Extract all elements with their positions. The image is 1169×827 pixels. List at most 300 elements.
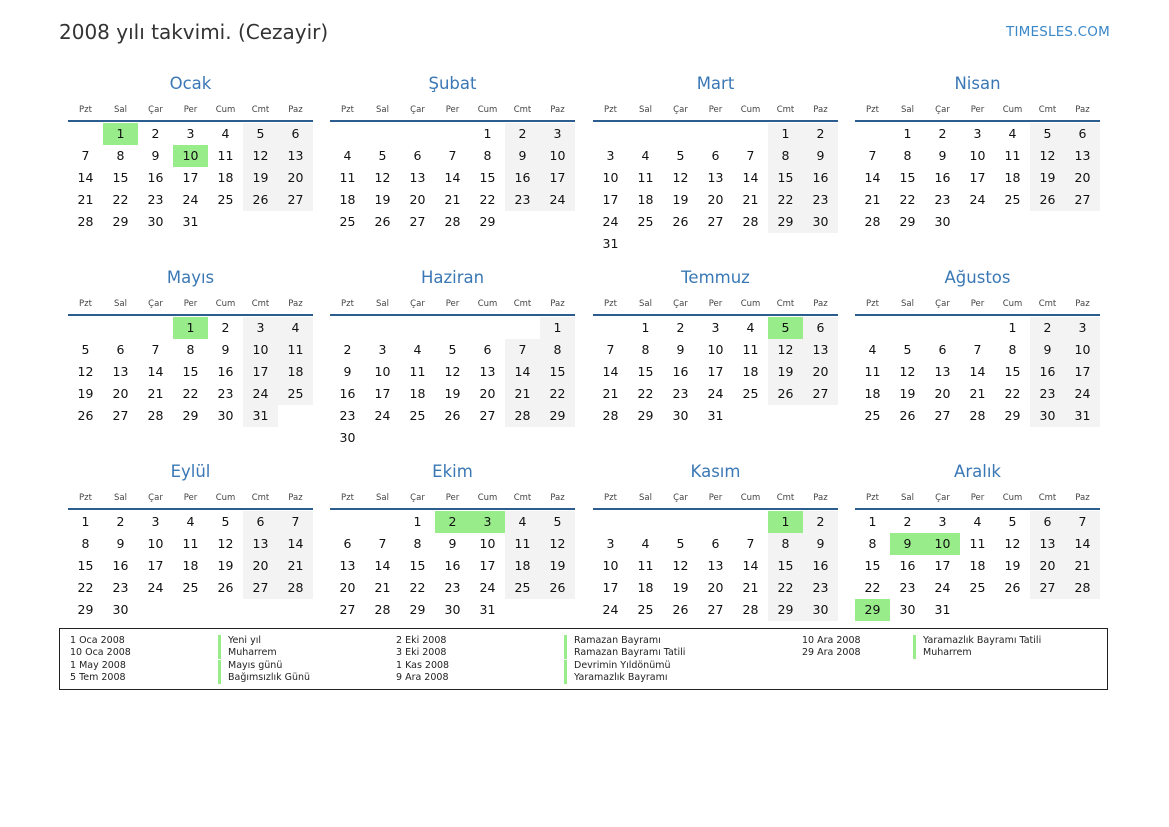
day-cell: 8 — [781, 536, 790, 551]
day-cell: 11 — [742, 342, 759, 357]
day-cell: 2 — [938, 126, 947, 141]
day-cell: 9 — [676, 342, 685, 357]
month-name: Kasım — [690, 462, 741, 481]
day-cell: 22 — [864, 580, 881, 595]
day-cell: 4 — [973, 514, 982, 529]
legend-holiday-name: Ramazan Bayramı — [564, 635, 661, 647]
weekday-header — [593, 297, 838, 311]
day-cell: 2 — [676, 320, 685, 335]
day-cell: 17 — [182, 170, 199, 185]
day-cell: 18 — [514, 558, 531, 573]
day-cell: 20 — [287, 170, 304, 185]
weekday-header — [330, 491, 575, 505]
day-cell: 18 — [637, 580, 654, 595]
day-cell: 21 — [514, 386, 531, 401]
weekday-label: Pzt — [341, 299, 354, 309]
day-cell: 3 — [973, 126, 982, 141]
day-cell: 21 — [602, 386, 619, 401]
month-calendar — [68, 74, 313, 255]
month-divider — [330, 508, 575, 510]
weekday-label: Cmt — [513, 493, 532, 503]
weekday-header — [593, 491, 838, 505]
day-cell: 25 — [514, 580, 531, 595]
day-cell: 19 — [374, 192, 391, 207]
days-grid — [593, 511, 838, 643]
day-cell: 23 — [812, 580, 829, 595]
day-cell: 5 — [676, 536, 685, 551]
day-cell: 7 — [1078, 514, 1087, 529]
day-cell: 7 — [973, 342, 982, 357]
day-cell: 29 — [637, 408, 654, 423]
day-cell: 21 — [969, 386, 986, 401]
weekday-label: Per — [445, 105, 460, 115]
weekday-label: Cmt — [1038, 105, 1057, 115]
weekday-header — [68, 491, 313, 505]
day-cell: 2 — [343, 342, 352, 357]
weekday-label: Per — [708, 299, 723, 309]
day-cell: 21 — [77, 192, 94, 207]
day-cell: 19 — [672, 580, 689, 595]
weekday-label: Paz — [288, 493, 303, 503]
day-cell: 28 — [969, 408, 986, 423]
day-cell: 24 — [549, 192, 566, 207]
month-calendar — [593, 268, 838, 449]
day-cell: 13 — [252, 536, 269, 551]
weekday-label: Per — [445, 299, 460, 309]
day-cell: 18 — [217, 170, 234, 185]
day-cell: 11 — [287, 342, 304, 357]
day-cell: 19 — [1004, 558, 1021, 573]
days-grid — [855, 317, 1100, 449]
day-cell: 6 — [711, 536, 720, 551]
weekday-label: Çar — [410, 105, 425, 115]
day-cell: 20 — [934, 386, 951, 401]
day-cell: 10 — [252, 342, 269, 357]
day-cell: 16 — [339, 386, 356, 401]
day-cell: 30 — [812, 214, 829, 229]
legend-date: 1 Oca 2008 — [70, 635, 125, 646]
day-cell: 15 — [549, 364, 566, 379]
day-cell: 25 — [742, 386, 759, 401]
day-cell: 17 — [1074, 364, 1091, 379]
day-cell: 6 — [343, 536, 352, 551]
day-cell: 24 — [374, 408, 391, 423]
weekday-label: Cmt — [776, 493, 795, 503]
month-calendar — [593, 462, 838, 643]
legend-holiday-name: Ramazan Bayramı Tatili — [564, 647, 685, 659]
day-cell: 30 — [812, 602, 829, 617]
weekday-label: Sal — [639, 105, 652, 115]
day-cell: 14 — [147, 364, 164, 379]
weekday-label: Pzt — [866, 299, 879, 309]
day-cell: 31 — [1074, 408, 1091, 423]
weekday-header — [855, 491, 1100, 505]
weekday-label: Cum — [1002, 493, 1023, 503]
weekday-header — [855, 103, 1100, 117]
day-cell: 29 — [182, 408, 199, 423]
weekday-label: Sal — [114, 105, 127, 115]
day-cell: 16 — [672, 364, 689, 379]
month-calendar — [855, 268, 1100, 449]
day-cell: 1 — [868, 514, 877, 529]
day-cell: 25 — [217, 192, 234, 207]
day-cell: 8 — [483, 148, 492, 163]
day-cell: 28 — [77, 214, 94, 229]
legend-date: 29 Ara 2008 — [802, 647, 861, 659]
holiday-day-cell: 1 — [103, 123, 138, 145]
day-cell: 11 — [637, 170, 654, 185]
weekday-label: Pzt — [341, 105, 354, 115]
day-cell: 22 — [777, 580, 794, 595]
day-cell: 15 — [777, 170, 794, 185]
day-cell: 12 — [549, 536, 566, 551]
holiday-day-cell: 2 — [435, 511, 470, 533]
day-cell: 2 — [151, 126, 160, 141]
legend-date: 10 Ara 2008 — [802, 635, 861, 646]
day-cell: 20 — [479, 386, 496, 401]
day-cell: 16 — [934, 170, 951, 185]
day-cell: 12 — [1039, 148, 1056, 163]
weekday-label: Per — [970, 493, 985, 503]
legend-holiday-name: Yaramazlık Bayramı — [564, 672, 668, 684]
day-cell: 28 — [444, 214, 461, 229]
weekday-label: Per — [970, 299, 985, 309]
day-cell: 3 — [1078, 320, 1087, 335]
day-cell: 22 — [549, 386, 566, 401]
day-cell: 17 — [147, 558, 164, 573]
day-cell: 5 — [81, 342, 90, 357]
weekday-label: Cum — [215, 493, 236, 503]
day-cell: 17 — [479, 558, 496, 573]
day-cell: 7 — [606, 342, 615, 357]
day-cell: 28 — [742, 602, 759, 617]
day-cell: 24 — [602, 602, 619, 617]
brand-link[interactable]: TIMESLES.COM — [1006, 24, 1110, 40]
days-grid — [68, 123, 313, 255]
day-cell: 10 — [479, 536, 496, 551]
day-cell: 4 — [221, 126, 230, 141]
weekday-label: Per — [970, 105, 985, 115]
day-cell: 9 — [816, 148, 825, 163]
day-cell: 30 — [339, 430, 356, 445]
holiday-day-cell: 9 — [890, 533, 925, 555]
day-cell: 2 — [816, 514, 825, 529]
day-cell: 31 — [252, 408, 269, 423]
day-cell: 12 — [374, 170, 391, 185]
holiday-legend — [59, 628, 1108, 690]
legend-holiday-name: Devrimin Yıldönümü — [564, 660, 671, 672]
days-grid — [330, 123, 575, 255]
day-cell: 7 — [291, 514, 300, 529]
day-cell: 6 — [1078, 126, 1087, 141]
day-cell: 27 — [1074, 192, 1091, 207]
day-cell: 1 — [641, 320, 650, 335]
legend-holiday-name: Muharrem — [218, 647, 277, 659]
day-cell: 15 — [182, 364, 199, 379]
month-name: Nisan — [954, 74, 1001, 93]
day-cell: 1 — [413, 514, 422, 529]
day-cell: 9 — [938, 148, 947, 163]
weekday-label: Çar — [935, 105, 950, 115]
day-cell: 19 — [777, 364, 794, 379]
day-cell: 4 — [868, 342, 877, 357]
day-cell: 4 — [1008, 126, 1017, 141]
day-cell: 22 — [479, 192, 496, 207]
weekday-label: Pzt — [79, 105, 92, 115]
day-cell: 20 — [812, 364, 829, 379]
day-cell: 10 — [549, 148, 566, 163]
day-cell: 7 — [81, 148, 90, 163]
day-cell: 14 — [374, 558, 391, 573]
weekday-label: Per — [708, 493, 723, 503]
day-cell: 8 — [1008, 342, 1017, 357]
weekday-label: Çar — [935, 493, 950, 503]
day-cell: 14 — [602, 364, 619, 379]
day-cell: 29 — [479, 214, 496, 229]
day-cell: 9 — [151, 148, 160, 163]
day-cell: 6 — [256, 514, 265, 529]
day-cell: 30 — [899, 602, 916, 617]
day-cell: 28 — [514, 408, 531, 423]
weekday-label: Cum — [477, 493, 498, 503]
weekday-label: Paz — [1075, 299, 1090, 309]
day-cell: 29 — [1004, 408, 1021, 423]
day-cell: 4 — [518, 514, 527, 529]
day-cell: 28 — [287, 580, 304, 595]
day-cell: 22 — [1004, 386, 1021, 401]
day-cell: 21 — [374, 580, 391, 595]
day-cell: 21 — [1074, 558, 1091, 573]
day-cell: 12 — [252, 148, 269, 163]
day-cell: 9 — [343, 364, 352, 379]
day-cell: 13 — [1074, 148, 1091, 163]
days-grid — [855, 511, 1100, 643]
weekday-label: Sal — [639, 493, 652, 503]
day-cell: 18 — [742, 364, 759, 379]
day-cell: 11 — [969, 536, 986, 551]
day-cell: 26 — [549, 580, 566, 595]
day-cell: 27 — [707, 602, 724, 617]
weekday-label: Cum — [1002, 299, 1023, 309]
day-cell: 24 — [1074, 386, 1091, 401]
day-cell: 22 — [182, 386, 199, 401]
day-cell: 13 — [339, 558, 356, 573]
weekday-label: Cum — [477, 299, 498, 309]
month-calendar — [330, 74, 575, 255]
day-cell: 19 — [899, 386, 916, 401]
day-cell: 9 — [816, 536, 825, 551]
day-cell: 6 — [116, 342, 125, 357]
day-cell: 30 — [444, 602, 461, 617]
day-cell: 26 — [1039, 192, 1056, 207]
day-cell: 21 — [147, 386, 164, 401]
day-cell: 13 — [479, 364, 496, 379]
weekday-label: Paz — [813, 493, 828, 503]
month-name: Ocak — [169, 74, 212, 93]
day-cell: 14 — [444, 170, 461, 185]
day-cell: 13 — [112, 364, 129, 379]
day-cell: 2 — [518, 126, 527, 141]
day-cell: 27 — [287, 192, 304, 207]
weekday-label: Sal — [639, 299, 652, 309]
legend-date: 9 Ara 2008 — [396, 671, 449, 683]
day-cell: 23 — [899, 580, 916, 595]
day-cell: 6 — [938, 342, 947, 357]
day-cell: 1 — [553, 320, 562, 335]
day-cell: 27 — [812, 386, 829, 401]
month-divider — [593, 120, 838, 122]
month-divider — [855, 120, 1100, 122]
day-cell: 17 — [252, 364, 269, 379]
day-cell: 28 — [602, 408, 619, 423]
day-cell: 6 — [1043, 514, 1052, 529]
day-cell: 25 — [182, 580, 199, 595]
day-cell: 2 — [1043, 320, 1052, 335]
weekday-label: Cmt — [776, 299, 795, 309]
day-cell: 29 — [409, 602, 426, 617]
day-cell: 7 — [746, 536, 755, 551]
day-cell: 9 — [448, 536, 457, 551]
weekday-label: Sal — [901, 105, 914, 115]
day-cell: 20 — [707, 580, 724, 595]
day-cell: 21 — [444, 192, 461, 207]
day-cell: 8 — [903, 148, 912, 163]
day-cell: 1 — [1008, 320, 1017, 335]
day-cell: 31 — [479, 602, 496, 617]
day-cell: 19 — [77, 386, 94, 401]
day-cell: 12 — [444, 364, 461, 379]
day-cell: 2 — [903, 514, 912, 529]
day-cell: 1 — [483, 126, 492, 141]
days-grid — [330, 511, 575, 643]
day-cell: 12 — [672, 558, 689, 573]
weekday-label: Sal — [114, 299, 127, 309]
weekday-label: Cum — [740, 493, 761, 503]
day-cell: 10 — [147, 536, 164, 551]
weekday-label: Çar — [935, 299, 950, 309]
weekday-label: Cum — [740, 299, 761, 309]
weekday-label: Cum — [1002, 105, 1023, 115]
day-cell: 12 — [77, 364, 94, 379]
weekday-label: Sal — [114, 493, 127, 503]
day-cell: 14 — [77, 170, 94, 185]
day-cell: 22 — [77, 580, 94, 595]
day-cell: 15 — [112, 170, 129, 185]
day-cell: 26 — [777, 386, 794, 401]
days-grid — [593, 317, 838, 449]
day-cell: 27 — [934, 408, 951, 423]
weekday-label: Cum — [215, 299, 236, 309]
day-cell: 25 — [637, 602, 654, 617]
day-cell: 12 — [672, 170, 689, 185]
legend-date: 10 Oca 2008 — [70, 647, 131, 659]
weekday-label: Pzt — [866, 105, 879, 115]
day-cell: 26 — [1004, 580, 1021, 595]
day-cell: 28 — [1074, 580, 1091, 595]
weekday-label: Paz — [550, 299, 565, 309]
day-cell: 2 — [221, 320, 230, 335]
weekday-label: Cmt — [1038, 299, 1057, 309]
day-cell: 8 — [413, 536, 422, 551]
day-cell: 11 — [1004, 148, 1021, 163]
weekday-label: Çar — [148, 105, 163, 115]
holiday-day-cell: 10 — [173, 145, 208, 167]
day-cell: 24 — [969, 192, 986, 207]
weekday-label: Paz — [288, 105, 303, 115]
weekday-label: Cum — [477, 105, 498, 115]
day-cell: 7 — [746, 148, 755, 163]
weekday-label: Çar — [673, 299, 688, 309]
days-grid — [68, 317, 313, 449]
weekday-label: Çar — [410, 299, 425, 309]
day-cell: 18 — [339, 192, 356, 207]
day-cell: 15 — [1004, 364, 1021, 379]
month-name: Ağustos — [944, 268, 1011, 287]
day-cell: 3 — [256, 320, 265, 335]
day-cell: 30 — [934, 214, 951, 229]
day-cell: 20 — [409, 192, 426, 207]
day-cell: 27 — [252, 580, 269, 595]
day-cell: 25 — [1004, 192, 1021, 207]
weekday-label: Paz — [550, 105, 565, 115]
day-cell: 15 — [77, 558, 94, 573]
day-cell: 15 — [899, 170, 916, 185]
day-cell: 25 — [339, 214, 356, 229]
weekday-label: Per — [708, 105, 723, 115]
day-cell: 19 — [444, 386, 461, 401]
weekday-label: Per — [183, 299, 198, 309]
day-cell: 27 — [707, 214, 724, 229]
day-cell: 10 — [602, 558, 619, 573]
month-name: Ekim — [432, 462, 473, 481]
day-cell: 24 — [707, 386, 724, 401]
weekday-header — [330, 103, 575, 117]
day-cell: 14 — [969, 364, 986, 379]
day-cell: 26 — [672, 214, 689, 229]
day-cell: 28 — [147, 408, 164, 423]
day-cell: 18 — [409, 386, 426, 401]
page-title: 2008 yılı takvimi. (Cezayir) — [59, 20, 329, 44]
day-cell: 30 — [1039, 408, 1056, 423]
day-cell: 9 — [1043, 342, 1052, 357]
day-cell: 15 — [864, 558, 881, 573]
day-cell: 19 — [252, 170, 269, 185]
day-cell: 10 — [602, 170, 619, 185]
day-cell: 6 — [413, 148, 422, 163]
month-name: Şubat — [428, 74, 477, 93]
weekday-label: Pzt — [79, 299, 92, 309]
day-cell: 28 — [864, 214, 881, 229]
legend-holiday-name: Muharrem — [913, 647, 972, 659]
day-cell: 19 — [217, 558, 234, 573]
day-cell: 21 — [742, 192, 759, 207]
day-cell: 6 — [816, 320, 825, 335]
day-cell: 7 — [151, 342, 160, 357]
day-cell: 16 — [812, 558, 829, 573]
day-cell: 2 — [116, 514, 125, 529]
day-cell: 20 — [1074, 170, 1091, 185]
day-cell: 28 — [374, 602, 391, 617]
weekday-label: Paz — [550, 493, 565, 503]
day-cell: 3 — [938, 514, 947, 529]
legend-date: 2 Eki 2008 — [396, 635, 447, 646]
day-cell: 10 — [374, 364, 391, 379]
day-cell: 26 — [217, 580, 234, 595]
weekday-label: Per — [183, 105, 198, 115]
day-cell: 4 — [641, 536, 650, 551]
weekday-label: Pzt — [79, 493, 92, 503]
day-cell: 25 — [287, 386, 304, 401]
